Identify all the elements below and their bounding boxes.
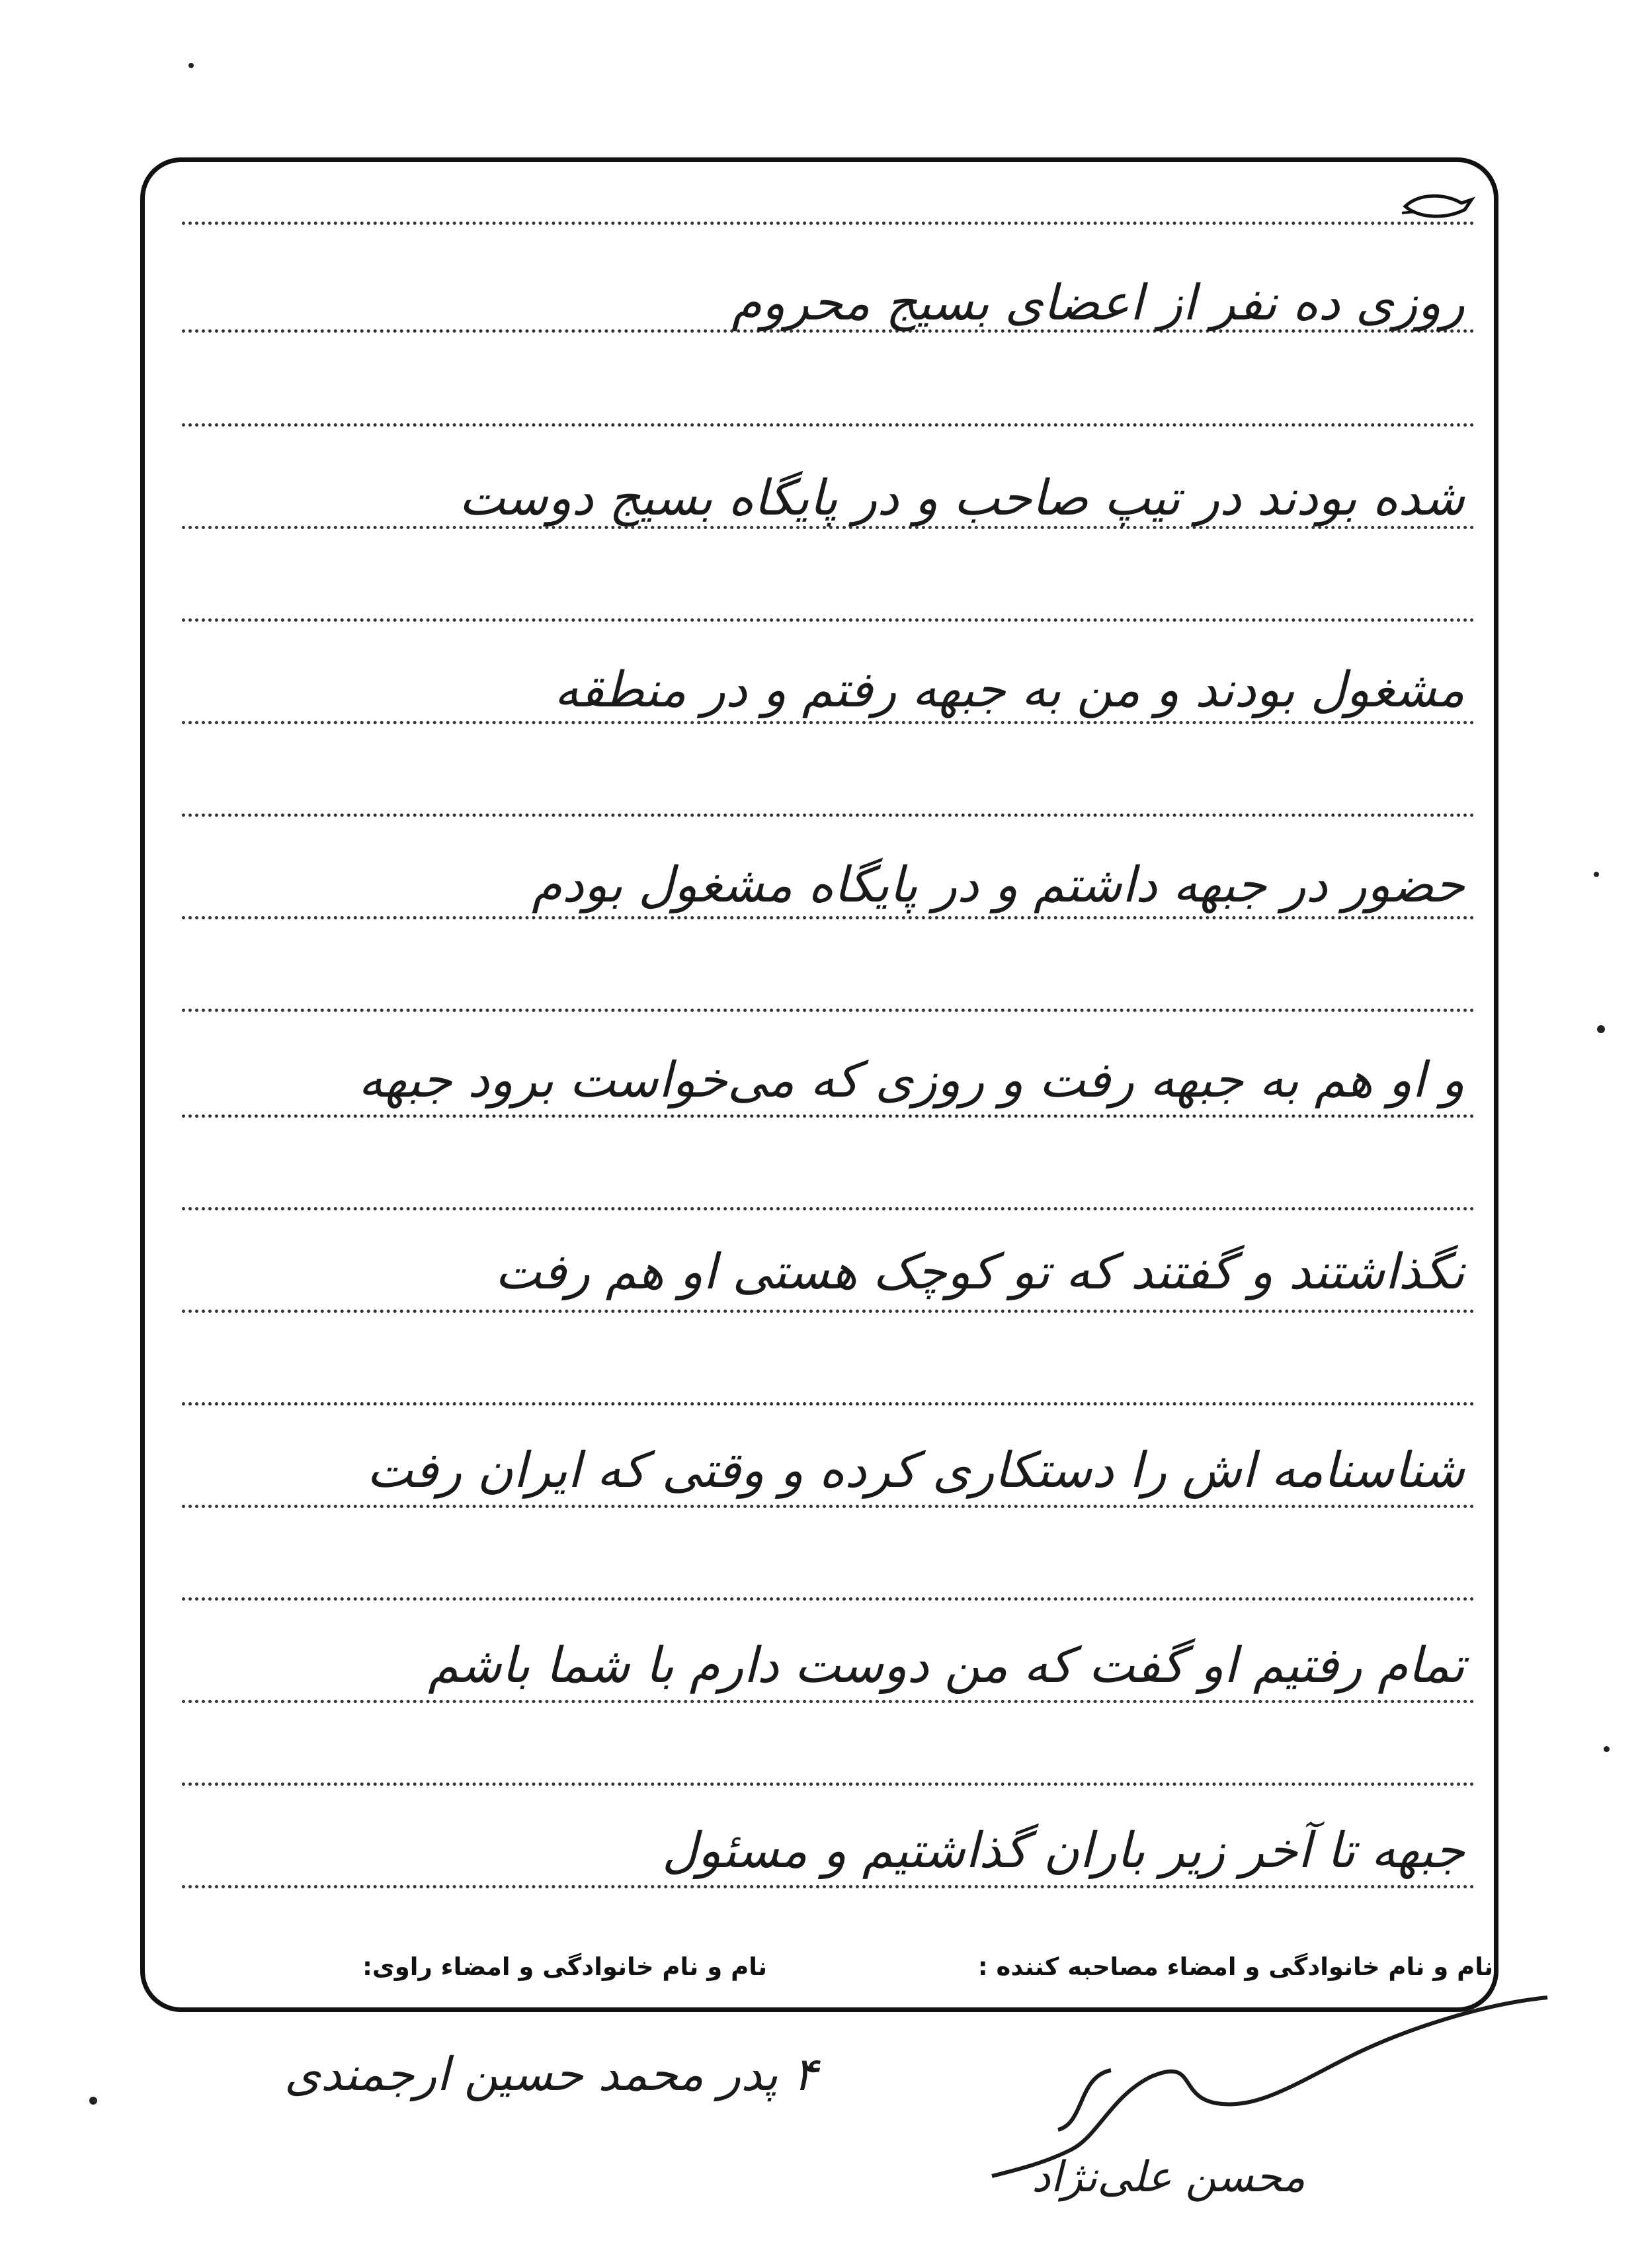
scan-speck (1597, 1025, 1605, 1033)
handwritten-line: جبهه تا آخر زیر باران گذاشتیم و مسئول (662, 1822, 1465, 1879)
handwritten-line: شده بودند در تیپ صاحب و در پایگاه بسیج دوست (458, 470, 1465, 526)
narrator-label: نام و نام خانوادگی و امضاء راوی: (362, 1953, 767, 1981)
ruled-line (182, 1009, 1475, 1012)
ruled-line (182, 222, 1475, 225)
ruled-line (182, 1885, 1475, 1888)
signature-text: محسن علی‌نژاد (1032, 2153, 1305, 2202)
ruled-line (182, 1402, 1475, 1406)
ruled-line (182, 1700, 1475, 1703)
handwritten-line: و او هم به جبهه رفت و روزی که می‌خواست برود جبهه (358, 1052, 1465, 1109)
handwritten-line: نگذاشتند و گفتند که تو کوچک هستی او هم رفت (495, 1243, 1465, 1300)
ruled-line (182, 1597, 1475, 1601)
handwritten-line: تمام رفتیم او گفت که من دوست دارم با شما باشم (428, 1637, 1465, 1694)
ruled-line (182, 1505, 1475, 1508)
handwritten-line: حضور در جبهه داشتم و در پایگاه مشغول بودم (532, 857, 1465, 913)
scan-speck (188, 63, 194, 68)
handwritten-line: شناسنامه اش را دستکاری کرده و وقتی که ایران رفت (366, 1442, 1465, 1499)
ruled-line (182, 1310, 1475, 1313)
ruled-line (182, 1207, 1475, 1210)
pen-icon (1399, 187, 1478, 226)
interviewer-label: نام و نام خانوادگی و امضاء مصاحبه کننده : (977, 1953, 1493, 1981)
ruled-line (182, 1114, 1475, 1118)
ruled-line (182, 1783, 1475, 1786)
ruled-line (182, 618, 1475, 622)
ruled-line (182, 423, 1475, 427)
scan-speck (89, 2097, 97, 2105)
scan-speck (1604, 1746, 1610, 1752)
ruled-line (182, 721, 1475, 724)
ruled-line (182, 916, 1475, 919)
ruled-line (182, 814, 1475, 817)
signature-mark (979, 1978, 1574, 2242)
scan-speck (1594, 872, 1599, 877)
handwritten-line: روزی ده نفر از اعضای بسیج محروم (731, 274, 1465, 331)
handwritten-line: مشغول بودند و من به جبهه رفتم و در منطقه (554, 661, 1465, 718)
narrator-note: ۴ پدر محمد حسین ارجمندی (284, 2047, 818, 2101)
